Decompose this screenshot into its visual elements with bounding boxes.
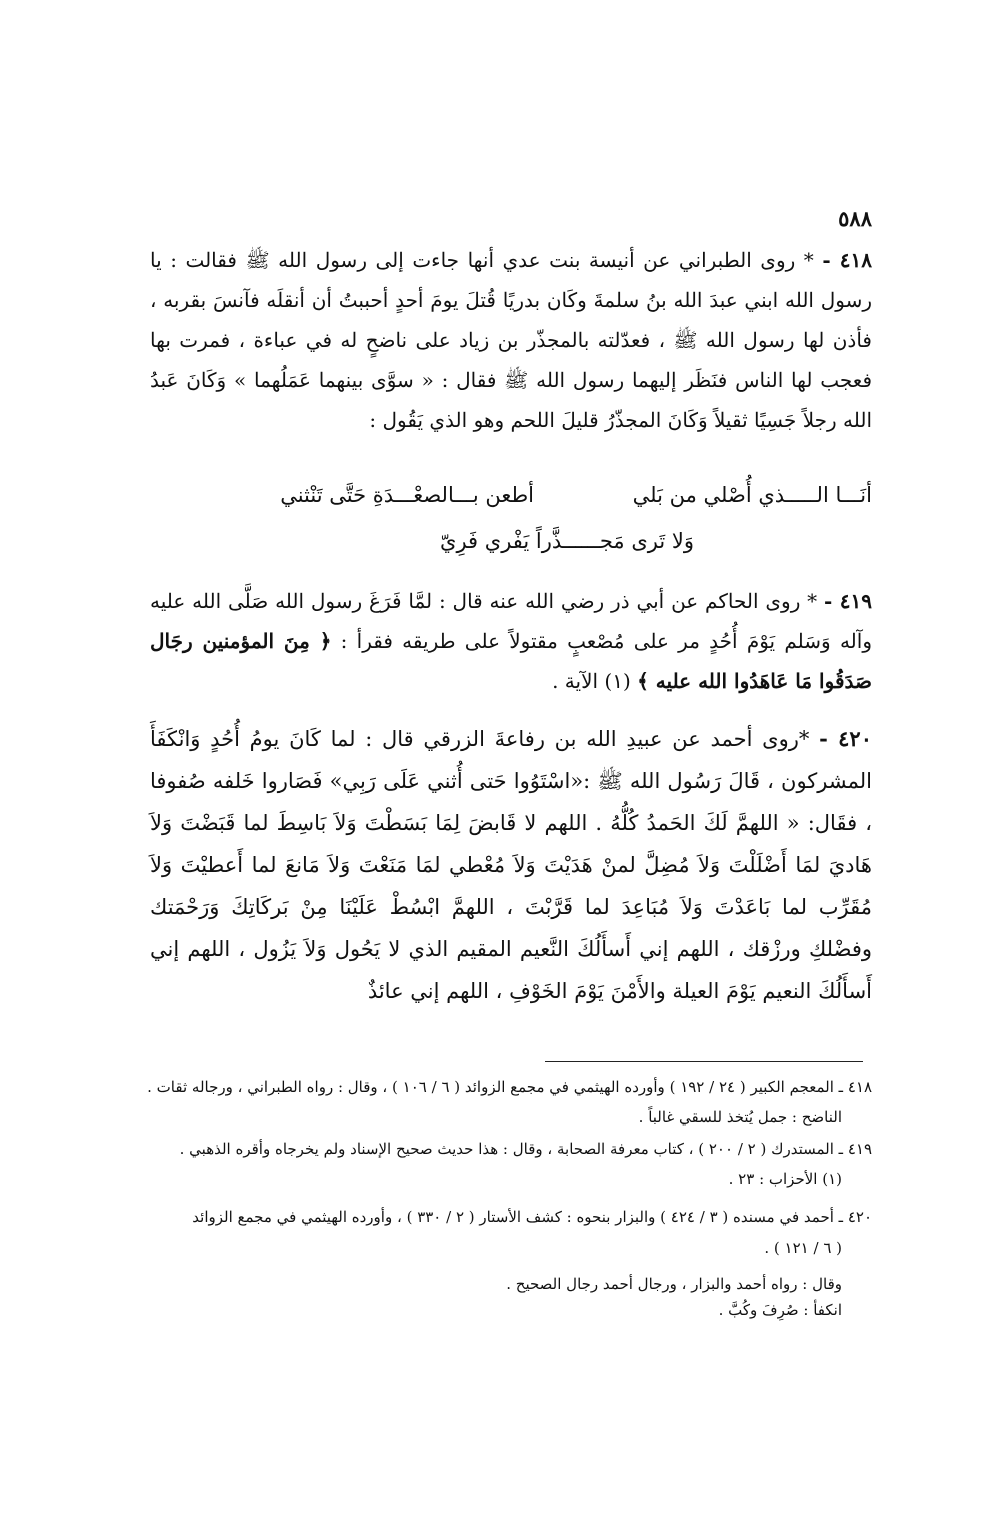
footnote-divider (545, 1061, 863, 1062)
verse-line-1-second-hemistich: أطعن بـــالصعْـــدَةِ حَتَّى تَنْثني (280, 483, 534, 507)
footnote-420-cont: ( ٦ / ١٢١ ) . (764, 1239, 842, 1257)
footnote-419-note: (١) الأحزاب : ٢٣ . (728, 1170, 842, 1188)
footnote-420-note-1: وقال : رواه أحمد والبزار ، ورجال أحمد رجال الصحيح . (506, 1275, 842, 1293)
footnote-420-note-2: انكفأ : صُرِفَ وكُبَّ . (718, 1301, 842, 1319)
entry-number: ٤٢٠ - (819, 726, 872, 751)
entry-text: * روى الحاكم عن أبي ذر رضي الله عنه قال : لمَّا فَرَغَ رسول الله صَلَّى الله عليه وآله وَسَلم يَوْمَ أُحُدٍ مر على مُصْعبٍ مقتولاً على طريقه فقرأ : (150, 589, 872, 653)
entry-number: ٤١٨ - (822, 248, 872, 272)
footnote-418-note: الناضح : جمل يُتخذ للسقي غالباً . (638, 1108, 842, 1126)
quran-quote: ﴿ مِنَ المؤمنين رجَال صَدَقُوا مَا عَاهَدُوا الله عليه ﴾ (150, 629, 872, 693)
footnote-418: ٤١٨ ـ المعجم الكبير ( ٢٤ / ١٩٢ ) وأورده الهيثمي في مجمع الزوائد ( ٦ / ١٠٦ ) ، وقال : رواه الطبراني ، ورجاله ثقات . (147, 1078, 872, 1096)
entry-418 (150, 240, 872, 440)
entry-419 (150, 581, 872, 701)
entry-420 (150, 718, 872, 1012)
entry-text: * روى الطبراني عن أنيسة بنت عدي أنها جاءت إلى رسول الله ﷺ فقالت : يا رسول الله ابني عبدَ الله بنُ سلمةَ وكَان بدريًا قُتلَ يومَ أحدٍ أحببتُ أن أنقلَه فآنسَ بقربه ، فأذن لها رسول الله ﷺ ، فعدّلته بالمجذّر بن زياد على ناضحٍ له في عباءة ، فمرت بها فعجب لها الناس فنَظَر إليهما رسول الله ﷺ فقال : « سوَّى بينهما عَمَلُهما » وَكَانَ عَبدُ الله رجلاً جَسِيًا ثقيلاً وَكَانَ المجذّرُ قليلَ اللحم وهو الذي يَقُول : (150, 248, 872, 432)
verse-line-2: وَلا تَرى مَجــــــذَّراً يَفْري فَرِيّ (440, 529, 694, 553)
footnote-419: ٤١٩ ـ المستدرك ( ٢ / ٢٠٠ ) ، كتاب معرفة الصحابة ، وقال : هذا حديث صحيح الإسناد ولم يخرجاه وأقره الذهبي . (179, 1140, 872, 1158)
verse-line-1-first-hemistich: أنَـــا الـــــذي أُصْلي من بَلي (632, 483, 872, 507)
footnote-420: ٤٢٠ ـ أحمد في مسنده ( ٣ / ٤٢٤ ) والبزار بنحوه : كشف الأستار ( ٢ / ٣٣٠ ) ، وأورده الهيثمي في مجمع الزوائد (192, 1208, 872, 1226)
page-number: ٥٨٨ (838, 206, 872, 231)
entry-number: ٤١٩ - (824, 589, 873, 613)
entry-text-after: (١) الآية . (552, 669, 631, 693)
entry-text: *روى أحمد عن عبيدِ الله بن رفاعةَ الزرقي قال : لما كَانَ يومُ أُحُدٍ وَانْكَفَأَ المشركون ، قَالَ رَسُول الله ﷺ :«اسْتَوُوا حَتى أُثني عَلَى رَبِي» فَصَاروا خَلفه صُفوفا ، فقَال: « اللهمَّ لَكَ الحَمدُ كُلُّهُ . اللهم لا قَابضَ لِمَا بَسَطْتَ وَلاَ بَاسِطَ لما قَبَضْتَ وَلاَ هَاديَ لمَا أَضْلَلْتَ وَلاَ مُضِلَّ لمنْ هَدَيْتَ وَلاَ مُعْطي لمَا مَنَعْتَ وَلاَ مَانعَ لما أَعطيْتَ وَلاَ مُقَرِّب لما بَاعَدْتَ وَلاَ مُبَاعِدَ لما قَرَّبْتَ ، اللهمَّ ابْسُطْ عَلَيْنَا مِنْ بَركَاتِكَ وَرَحْمَتك وفضْلكِ ورزْقك ، اللهم إني أَسأَلُكَ النَّعيم المقيم الذي لا يَحُول وَلاَ يَزُول ، اللهم إني أَسأَلُكَ النعيم يَوْمَ العيلة والأَمْنَ يَوْمَ الخَوْفِ ، اللهم إني عائذٌ (150, 727, 872, 1003)
